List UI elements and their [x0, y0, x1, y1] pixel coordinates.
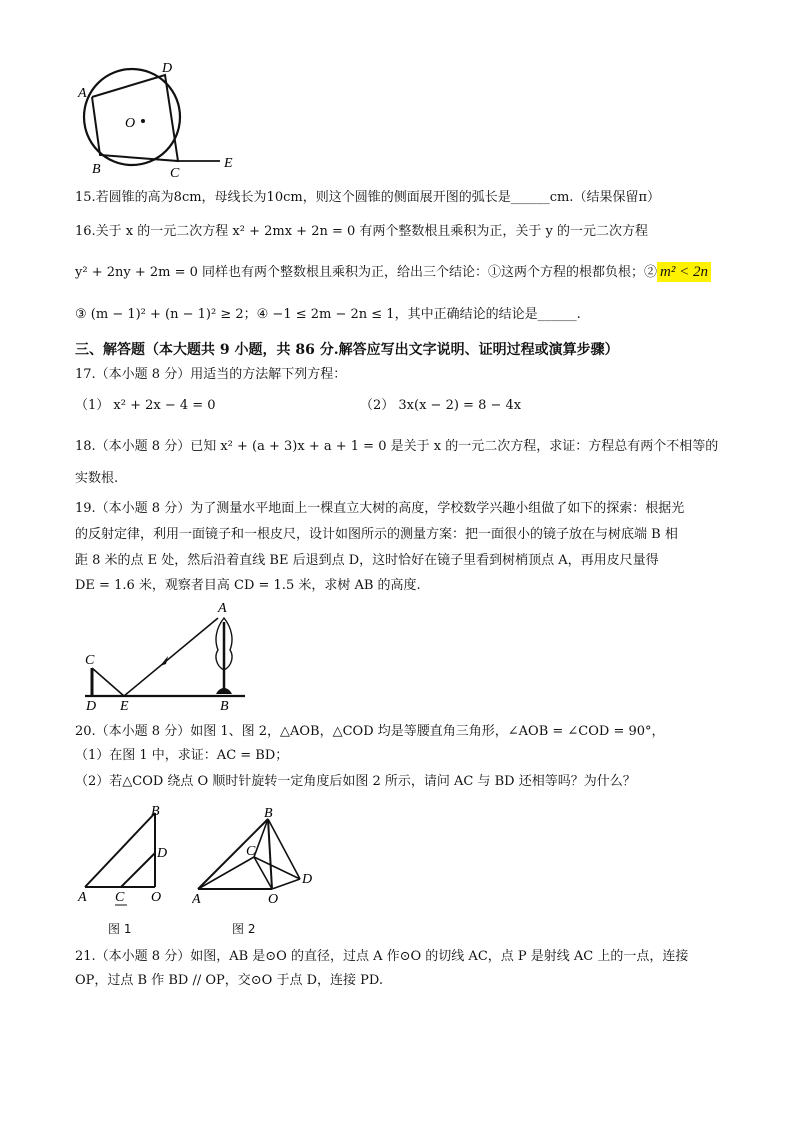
question-16-line-3: ③ (m − 1)² + (n − 1)² ≥ 2；④ −1 ≤ 2m − 2n ≤ 1，其中正确结论的结论是______. — [75, 307, 581, 322]
question-20-part-2: （2）若△COD 绕点 O 顺时针旋转一定角度后如图 2 所示，请问 AC 与 BD 还相等吗？为什么？ — [75, 774, 636, 789]
label-b: B — [151, 805, 160, 819]
label-e: E — [120, 699, 129, 712]
label-a: A — [192, 892, 201, 907]
question-19-line-1: 19.（本小题 8 分）为了测量水平地面上一棵直立大树的高度，学校数学兴趣小组做了如下的探索：根据光 — [75, 501, 685, 516]
question-18-line-1: 18.（本小题 8 分）已知 x² + (a + 3)x + a + 1 = 0 是关于 x 的一元二次方程，求证：方程总有两个不相等的 — [75, 439, 719, 454]
tree-measurement-figure — [80, 600, 250, 712]
segment-cd — [121, 853, 155, 887]
label-b: B — [264, 806, 273, 821]
section-3-heading: 三、解答题（本大题共 9 小题，共 86 分.解答应写出文字说明、证明过程或演算步骤） — [75, 342, 619, 358]
light-ray-ea — [124, 618, 218, 696]
question-17-part-1: （1） x² + 2x − 4 = 0 — [75, 398, 216, 413]
label-d: D — [162, 61, 173, 76]
question-17-stem: 17.（本小题 8 分）用适当的方法解下列方程： — [75, 367, 347, 382]
figure-2 — [192, 805, 322, 910]
question-18-line-2: 实数根. — [75, 471, 119, 486]
label-b: B — [92, 162, 101, 177]
label-o: O — [151, 890, 162, 905]
circle-quadrilateral-figure — [70, 55, 250, 180]
question-20-line-1: 20.（本小题 8 分）如图 1、图 2，△AOB，△COD 均是等腰直角三角形，∠AOB = ∠COD = 90°， — [75, 724, 665, 739]
highlighted-conclusion: m² < 2n — [657, 262, 711, 282]
label-c: C — [85, 653, 95, 668]
question-16-line-2 — [75, 262, 711, 283]
figure-2-caption: 图 2 — [232, 922, 256, 936]
label-c: C — [246, 844, 256, 859]
question-20-part-1: （1）在图 1 中，求证：AC = BD； — [75, 748, 289, 763]
question-15: 15.若圆锥的高为8cm，母线长为10cm，则这个圆锥的侧面展开图的弧长是______cm.（结果保留π） — [75, 190, 660, 205]
figure-1 — [75, 805, 185, 910]
label-b: B — [220, 699, 229, 712]
center-dot — [141, 119, 145, 123]
question-21-line-2: OP，过点 B 作 BD // OP，交⊙O 于点 D，连接 PD. — [75, 973, 383, 988]
label-a: A — [218, 601, 227, 616]
label-d: D — [302, 872, 313, 887]
label-o: O — [125, 116, 136, 131]
question-17-part-2: （2） 3x(x − 2) = 8 − 4x — [360, 398, 522, 413]
question-19-line-2: 的反射定律，利用一面镜子和一根皮尺，设计如图所示的测量方案：把一面很小的镜子放在与树底端 B 相 — [75, 527, 678, 542]
label-c: C — [170, 166, 180, 180]
question-19-line-4: DE = 1.6 米，观察者目高 CD = 1.5 米，求树 AB 的高度. — [75, 578, 421, 593]
segment-od — [272, 879, 300, 889]
tree-base — [216, 688, 232, 694]
question-19-line-3: 距 8 米的点 E 处，然后沿着直线 BE 后退到点 D，这时恰好在镜子里看到树梢顶点 A，再用皮尺量得 — [75, 553, 659, 568]
label-a: A — [78, 86, 87, 101]
segment-ab — [85, 813, 155, 887]
segment-bd — [268, 819, 300, 879]
label-d: D — [157, 846, 168, 861]
label-d: D — [86, 699, 97, 712]
label-e: E — [224, 156, 233, 171]
segment-ab — [198, 819, 268, 889]
label-c: C — [115, 890, 125, 905]
label-o: O — [268, 892, 279, 907]
question-21-line-1: 21.（本小题 8 分）如图，AB 是⊙O 的直径，过点 A 作⊙O 的切线 AC，点 P 是射线 AC 上的一点，连接 — [75, 949, 689, 964]
segment-ob — [268, 819, 272, 889]
figure-1-caption: 图 1 — [108, 922, 132, 936]
question-16-line-1: 16.关于 x 的一元二次方程 x² + 2mx + 2n = 0 有两个整数根且乘积为正，关于 y 的一元二次方程 — [75, 224, 649, 239]
label-a: A — [78, 890, 87, 905]
question-16-line-2-text: y² + 2ny + 2m = 0 同样也有两个整数根且乘积为正，给出三个结论：①这两个方程的根都负根；② — [75, 265, 658, 280]
light-ray-ce — [92, 668, 124, 696]
